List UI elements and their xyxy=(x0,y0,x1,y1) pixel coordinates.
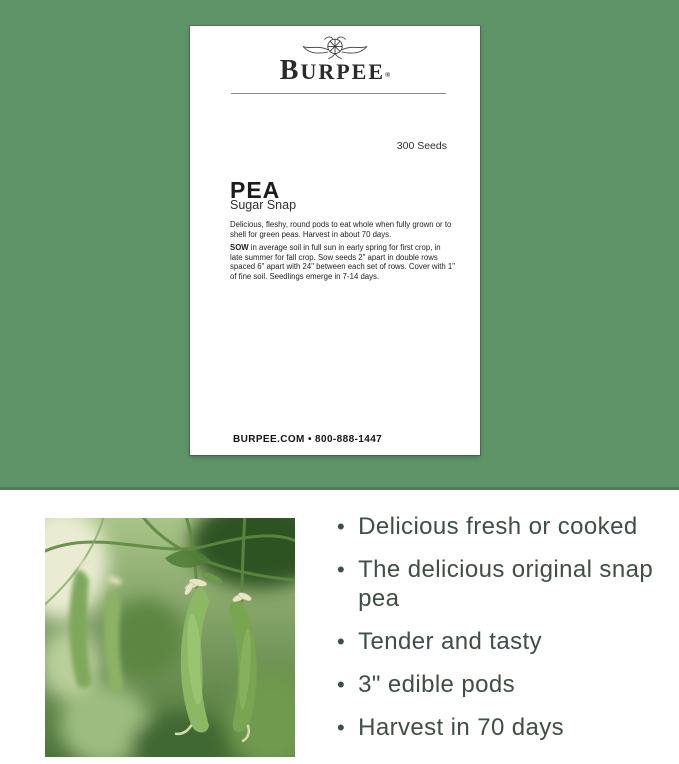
packet-copy xyxy=(230,220,455,286)
feature-text: Delicious fresh or cooked xyxy=(358,513,638,540)
brand-wordmark xyxy=(190,57,480,85)
packet-footer-contact: BURPEE.COM • 800-888-1447 xyxy=(233,434,383,445)
brand-rest: URPEE xyxy=(300,59,385,84)
sow-paragraph xyxy=(230,243,455,281)
feature-item xyxy=(337,670,657,699)
feature-text: 3" edible pods xyxy=(358,671,516,698)
bottom-section xyxy=(0,493,679,764)
pea-pods-photo xyxy=(45,518,295,757)
sow-text: in average soil in full sun in early spring for first crop, in late summer for fall crop. Sow seeds 2" apart in double rows spaced 6" apart with 24" between each set of rows. Cover with 1" of fine soil. Seedlings emerge in 7-14 days. xyxy=(230,243,456,281)
feature-item xyxy=(337,627,657,656)
feature-text: Tender and tasty xyxy=(358,628,542,655)
brand-initial: B xyxy=(279,55,301,86)
feature-item xyxy=(337,512,657,541)
feature-text: Harvest in 70 days xyxy=(358,714,565,741)
bullet-icon: • xyxy=(337,557,346,582)
subvariety-title: Sugar Snap xyxy=(230,198,297,212)
sow-label: SOW xyxy=(230,243,249,253)
divider-rule xyxy=(231,93,446,94)
feature-item xyxy=(337,555,657,613)
burpee-logo xyxy=(190,35,480,85)
feature-item xyxy=(337,713,657,742)
feature-list xyxy=(337,512,657,756)
feature-text: The delicious original snap pea xyxy=(358,556,654,612)
description-paragraph: Delicious, fleshy, round pods to eat whole when fully grown or to shell for green peas. Harvest in about 70 days. xyxy=(230,220,452,239)
bullet-icon: • xyxy=(337,715,346,740)
seed-count: 300 Seeds xyxy=(396,140,447,152)
bullet-icon: • xyxy=(337,514,346,539)
variety-title: PEA xyxy=(230,177,281,203)
registered-mark: ® xyxy=(385,71,391,79)
seed-packet-card xyxy=(190,26,480,455)
bullet-icon: • xyxy=(337,629,346,654)
bullet-icon: • xyxy=(337,672,346,697)
